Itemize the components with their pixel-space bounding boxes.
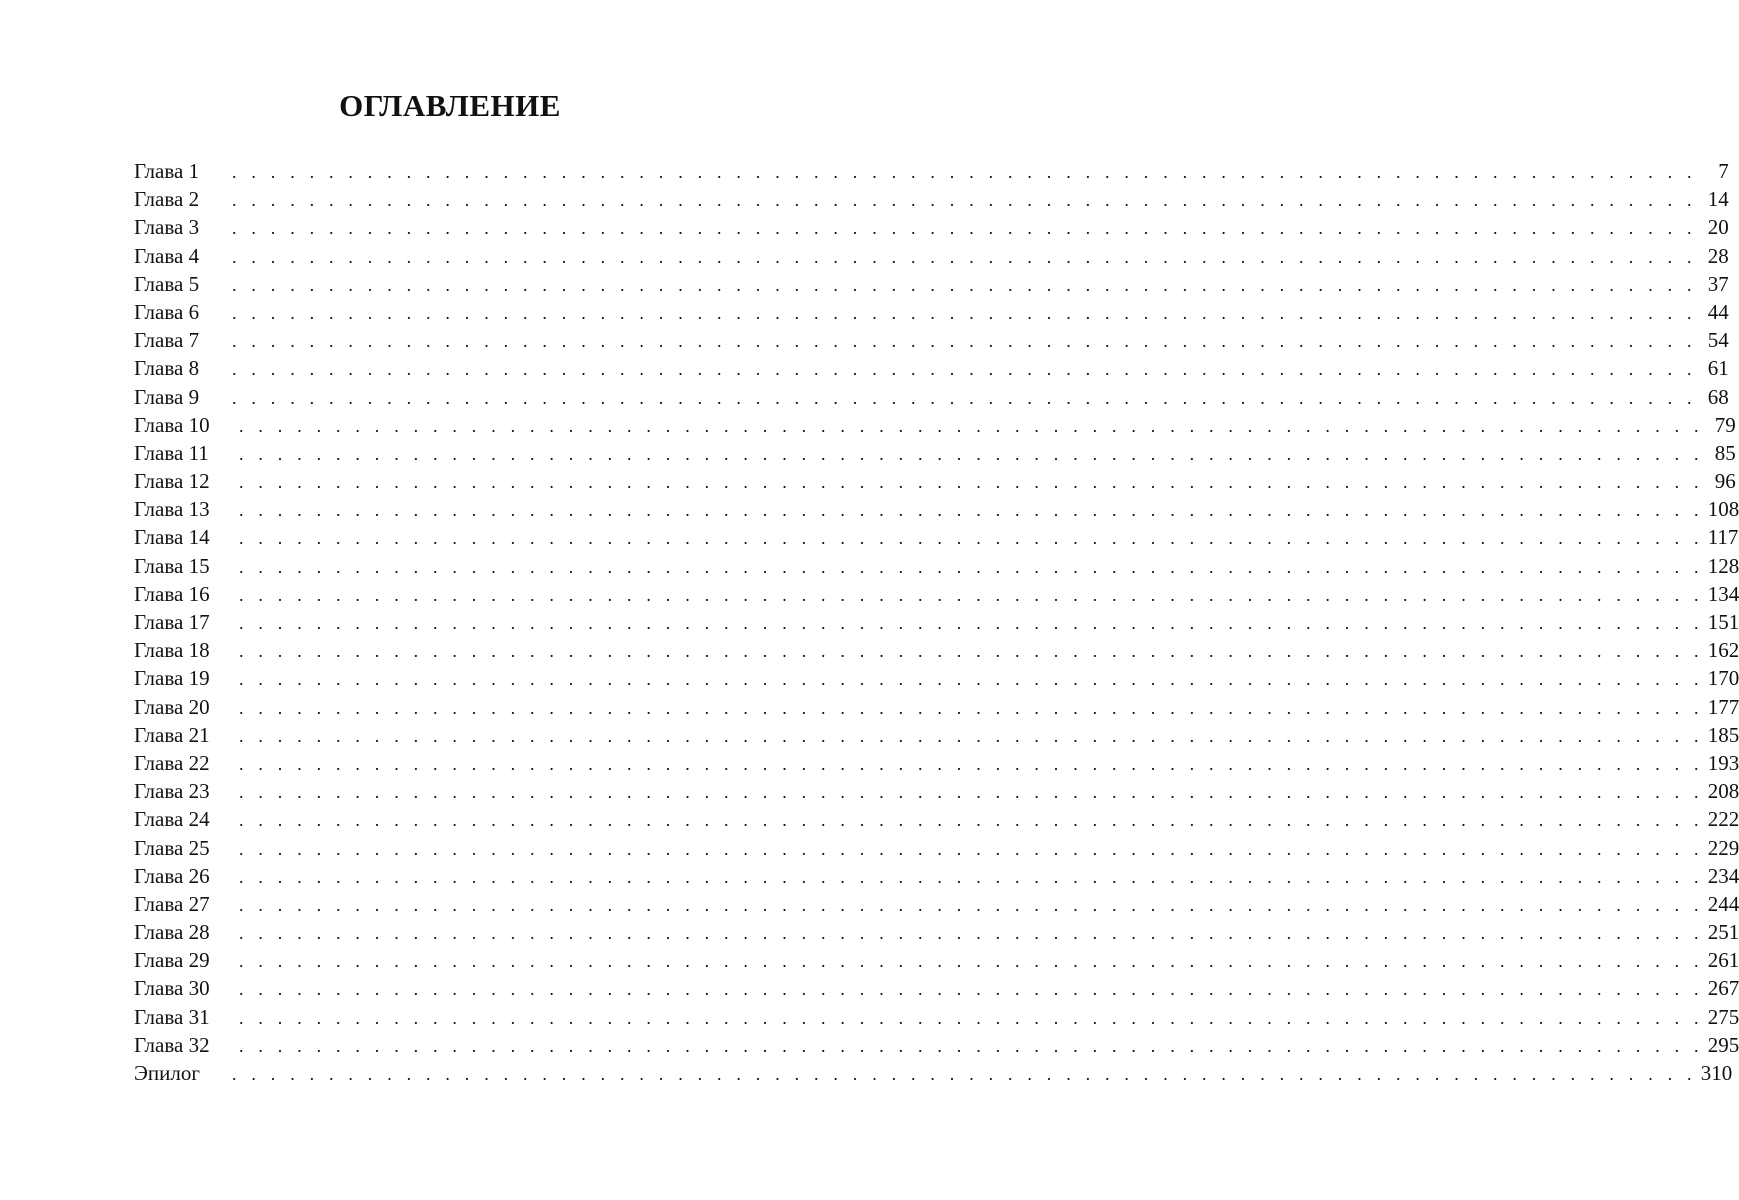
toc-entry	[134, 298, 1729, 326]
toc-entry-page-number: 44	[1707, 299, 1729, 324]
toc-entry-page-number: 20	[1707, 215, 1729, 240]
toc-entry-label: Глава 8	[134, 356, 200, 381]
toc-entry-page-number: 79	[1714, 412, 1736, 437]
toc-entry	[134, 552, 1739, 580]
toc-entry	[134, 693, 1739, 721]
toc-entry-page-number: 275	[1707, 1004, 1739, 1029]
dot-leader: . . . . . . . . . . . . . . . . . . . . . . . . . . . . . . . . . . . . . . . . . . . . . . . . . . . . . . . . . . . . . . . . . . . . . . . . . . . .	[232, 359, 1697, 380]
toc-entry-label: Глава 18	[134, 638, 210, 663]
toc-entry-label: Эпилог	[134, 1061, 200, 1085]
toc-entry	[134, 270, 1729, 298]
toc-entry-label: Глава 7	[134, 328, 200, 353]
toc-entry-label: Глава 16	[134, 581, 210, 606]
dot-leader: . . . . . . . . . . . . . . . . . . . . . . . . . . . . . . . . . . . . . . . . . . . . . . . . . . . . . . . . . . . . . . . . . . . . . . . . . . . .	[239, 415, 1704, 436]
toc-entry-page-number: 177	[1707, 694, 1739, 719]
toc-entry-label: Глава 23	[134, 779, 210, 804]
toc-entry-page-number: 134	[1707, 581, 1739, 606]
dot-leader: . . . . . . . . . . . . . . . . . . . . . . . . . . . . . . . . . . . . . . . . . . . . . . . . . . . . . . . . . . . . . . . . . . . . . . . . . . . .	[239, 866, 1704, 887]
toc-entry	[134, 636, 1739, 664]
dot-leader: . . . . . . . . . . . . . . . . . . . . . . . . . . . . . . . . . . . . . . . . . . . . . . . . . . . . . . . . . . . . . . . . . . . . . . . . . . . .	[239, 443, 1704, 464]
toc-entry-label: Глава 21	[134, 722, 210, 747]
toc-entry	[134, 890, 1739, 918]
toc-entry-label: Глава 19	[134, 666, 210, 691]
toc-entry-page-number: 185	[1707, 722, 1739, 747]
toc-entry-label: Глава 12	[134, 469, 210, 494]
toc-entry-page-number: 151	[1707, 610, 1739, 634]
toc-entry-page-number: 295	[1707, 1032, 1739, 1057]
dot-leader: . . . . . . . . . . . . . . . . . . . . . . . . . . . . . . . . . . . . . . . . . . . . . . . . . . . . . . . . . . . . . . . . . . . . . . . . . . . .	[232, 190, 1697, 211]
toc-entry	[134, 411, 1736, 439]
toc-entry-page-number: 128	[1707, 553, 1739, 578]
toc-entry	[134, 467, 1736, 495]
toc-entry-page-number: 310	[1700, 1061, 1733, 1085]
toc-entry-label: Глава 22	[134, 750, 210, 775]
toc-entry	[134, 439, 1736, 467]
toc-entry	[134, 608, 1739, 636]
dot-leader: . . . . . . . . . . . . . . . . . . . . . . . . . . . . . . . . . . . . . . . . . . . . . . . . . . . . . . . . . . . . . . . . . . . . . . . . . . . .	[232, 1064, 1697, 1084]
dot-leader: . . . . . . . . . . . . . . . . . . . . . . . . . . . . . . . . . . . . . . . . . . . . . . . . . . . . . . . . . . . . . . . . . . . . . . . . . . . .	[239, 669, 1704, 690]
toc-entry-page-number: 68	[1707, 384, 1729, 409]
toc-entry-page-number: 208	[1707, 779, 1739, 804]
toc-entry-label: Глава 14	[134, 525, 210, 550]
toc-entry-page-number: 170	[1707, 666, 1739, 691]
toc-entry	[134, 242, 1729, 270]
toc-entry	[134, 862, 1739, 890]
toc-entry-page-number: 162	[1707, 638, 1739, 663]
dot-leader: . . . . . . . . . . . . . . . . . . . . . . . . . . . . . . . . . . . . . . . . . . . . . . . . . . . . . . . . . . . . . . . . . . . . . . . . . . . .	[239, 979, 1704, 1000]
toc-entry-label: Глава 15	[134, 553, 210, 578]
toc-entry	[134, 946, 1739, 974]
toc-entry	[134, 974, 1739, 1002]
dot-leader: . . . . . . . . . . . . . . . . . . . . . . . . . . . . . . . . . . . . . . . . . . . . . . . . . . . . . . . . . . . . . . . . . . . . . . . . . . . .	[239, 838, 1704, 859]
toc-entry-page-number: 229	[1707, 835, 1739, 860]
dot-leader: . . . . . . . . . . . . . . . . . . . . . . . . . . . . . . . . . . . . . . . . . . . . . . . . . . . . . . . . . . . . . . . . . . . . . . . . . . . .	[239, 1007, 1704, 1028]
dot-leader: . . . . . . . . . . . . . . . . . . . . . . . . . . . . . . . . . . . . . . . . . . . . . . . . . . . . . . . . . . . . . . . . . . . . . . . . . . . .	[232, 162, 1697, 182]
dot-leader: . . . . . . . . . . . . . . . . . . . . . . . . . . . . . . . . . . . . . . . . . . . . . . . . . . . . . . . . . . . . . . . . . . . . . . . . . . . .	[232, 218, 1697, 239]
toc-entry-label: Глава 26	[134, 863, 210, 888]
toc-entry	[134, 918, 1739, 946]
toc-entry-page-number: 108	[1707, 497, 1739, 522]
dot-leader: . . . . . . . . . . . . . . . . . . . . . . . . . . . . . . . . . . . . . . . . . . . . . . . . . . . . . . . . . . . . . . . . . . . . . . . . . . . .	[239, 1035, 1704, 1056]
toc-entry-page-number: 37	[1707, 271, 1729, 296]
toc-entry-label: Глава 25	[134, 835, 210, 860]
toc-entry	[134, 777, 1739, 805]
toc-entry-label: Глава 1	[134, 159, 200, 183]
toc-entry-page-number: 28	[1707, 243, 1729, 268]
toc-entry-label: Глава 17	[134, 610, 210, 634]
toc-entry-label: Глава 20	[134, 694, 210, 719]
toc-entry	[134, 354, 1729, 382]
toc-entry-label: Глава 32	[134, 1032, 210, 1057]
toc-entry-label: Глава 6	[134, 299, 200, 324]
toc-entry-page-number: 261	[1707, 948, 1739, 973]
dot-leader: . . . . . . . . . . . . . . . . . . . . . . . . . . . . . . . . . . . . . . . . . . . . . . . . . . . . . . . . . . . . . . . . . . . . . . . . . . . .	[232, 302, 1697, 323]
dot-leader: . . . . . . . . . . . . . . . . . . . . . . . . . . . . . . . . . . . . . . . . . . . . . . . . . . . . . . . . . . . . . . . . . . . . . . . . . . . .	[232, 387, 1697, 408]
dot-leader: . . . . . . . . . . . . . . . . . . . . . . . . . . . . . . . . . . . . . . . . . . . . . . . . . . . . . . . . . . . . . . . . . . . . . . . . . . . .	[239, 584, 1704, 605]
toc-entry-label: Глава 9	[134, 384, 200, 409]
dot-leader: . . . . . . . . . . . . . . . . . . . . . . . . . . . . . . . . . . . . . . . . . . . . . . . . . . . . . . . . . . . . . . . . . . . . . . . . . . . .	[232, 246, 1697, 267]
toc-entry-page-number: 193	[1707, 750, 1739, 775]
toc-entry-label: Глава 27	[134, 891, 210, 916]
toc-entry	[134, 185, 1729, 213]
toc-entry	[134, 383, 1729, 411]
toc-entry-label: Глава 24	[134, 807, 210, 832]
dot-leader: . . . . . . . . . . . . . . . . . . . . . . . . . . . . . . . . . . . . . . . . . . . . . . . . . . . . . . . . . . . . . . . . . . . . . . . . . . . .	[239, 641, 1704, 662]
page-title: ОГЛАВЛЕНИЕ	[339, 88, 561, 123]
toc-entry-page-number: 96	[1714, 469, 1736, 494]
dot-leader: . . . . . . . . . . . . . . . . . . . . . . . . . . . . . . . . . . . . . . . . . . . . . . . . . . . . . . . . . . . . . . . . . . . . . . . . . . . .	[239, 556, 1704, 577]
dot-leader: . . . . . . . . . . . . . . . . . . . . . . . . . . . . . . . . . . . . . . . . . . . . . . . . . . . . . . . . . . . . . . . . . . . . . . . . . . . .	[239, 951, 1704, 972]
toc-entry	[134, 213, 1729, 241]
dot-leader: . . . . . . . . . . . . . . . . . . . . . . . . . . . . . . . . . . . . . . . . . . . . . . . . . . . . . . . . . . . . . . . . . . . . . . . . . . . .	[239, 894, 1704, 915]
toc-entry	[134, 1003, 1739, 1031]
toc-entry-label: Глава 13	[134, 497, 210, 522]
toc-entry-page-number: 61	[1707, 356, 1729, 381]
toc-entry-page-number: 267	[1707, 976, 1739, 1001]
dot-leader: . . . . . . . . . . . . . . . . . . . . . . . . . . . . . . . . . . . . . . . . . . . . . . . . . . . . . . . . . . . . . . . . . . . . . . . . . . . .	[239, 923, 1704, 944]
table-of-contents	[134, 157, 1739, 1087]
toc-entry-label: Глава 5	[134, 271, 200, 296]
dot-leader: . . . . . . . . . . . . . . . . . . . . . . . . . . . . . . . . . . . . . . . . . . . . . . . . . . . . . . . . . . . . . . . . . . . . . . . . . . . .	[239, 528, 1704, 549]
dot-leader: . . . . . . . . . . . . . . . . . . . . . . . . . . . . . . . . . . . . . . . . . . . . . . . . . . . . . . . . . . . . . . . . . . . . . . . . . . . .	[239, 725, 1704, 746]
toc-entry	[134, 157, 1729, 185]
toc-entry-page-number: 54	[1707, 328, 1729, 353]
toc-entry-page-number: 251	[1707, 920, 1739, 945]
toc-entry-label: Глава 11	[134, 440, 209, 465]
toc-entry-page-number: 7	[1718, 159, 1729, 183]
toc-entry-label: Глава 3	[134, 215, 200, 240]
dot-leader: . . . . . . . . . . . . . . . . . . . . . . . . . . . . . . . . . . . . . . . . . . . . . . . . . . . . . . . . . . . . . . . . . . . . . . . . . . . .	[239, 753, 1704, 774]
dot-leader: . . . . . . . . . . . . . . . . . . . . . . . . . . . . . . . . . . . . . . . . . . . . . . . . . . . . . . . . . . . . . . . . . . . . . . . . . . . .	[239, 613, 1704, 633]
toc-entry-label: Глава 30	[134, 976, 210, 1001]
toc-entry-label: Глава 2	[134, 187, 200, 212]
toc-entry-label: Глава 29	[134, 948, 210, 973]
dot-leader: . . . . . . . . . . . . . . . . . . . . . . . . . . . . . . . . . . . . . . . . . . . . . . . . . . . . . . . . . . . . . . . . . . . . . . . . . . . .	[232, 331, 1697, 352]
toc-entry	[134, 326, 1729, 354]
dot-leader: . . . . . . . . . . . . . . . . . . . . . . . . . . . . . . . . . . . . . . . . . . . . . . . . . . . . . . . . . . . . . . . . . . . . . . . . . . . .	[239, 782, 1704, 803]
toc-entry	[134, 523, 1739, 551]
toc-entry-page-number: 244	[1707, 891, 1739, 916]
dot-leader: . . . . . . . . . . . . . . . . . . . . . . . . . . . . . . . . . . . . . . . . . . . . . . . . . . . . . . . . . . . . . . . . . . . . . . . . . . . .	[232, 274, 1697, 295]
toc-entry	[134, 1031, 1739, 1059]
toc-entry-label: Глава 10	[134, 412, 210, 437]
toc-entry	[134, 495, 1739, 523]
toc-entry-page-number: 14	[1707, 187, 1729, 212]
toc-entry	[134, 580, 1739, 608]
dot-leader: . . . . . . . . . . . . . . . . . . . . . . . . . . . . . . . . . . . . . . . . . . . . . . . . . . . . . . . . . . . . . . . . . . . . . . . . . . . .	[239, 500, 1704, 521]
toc-entry	[134, 721, 1739, 749]
toc-entry-page-number: 117	[1707, 525, 1739, 550]
toc-entry-label: Глава 31	[134, 1004, 210, 1029]
toc-entry	[134, 749, 1739, 777]
toc-entry-page-number: 234	[1707, 863, 1739, 888]
dot-leader: . . . . . . . . . . . . . . . . . . . . . . . . . . . . . . . . . . . . . . . . . . . . . . . . . . . . . . . . . . . . . . . . . . . . . . . . . . . .	[239, 810, 1704, 831]
toc-entry	[134, 834, 1739, 862]
toc-entry	[134, 664, 1739, 692]
toc-entry-page-number: 222	[1707, 807, 1739, 832]
dot-leader: . . . . . . . . . . . . . . . . . . . . . . . . . . . . . . . . . . . . . . . . . . . . . . . . . . . . . . . . . . . . . . . . . . . . . . . . . . . .	[239, 697, 1704, 718]
toc-entry-page-number: 85	[1714, 440, 1736, 465]
dot-leader: . . . . . . . . . . . . . . . . . . . . . . . . . . . . . . . . . . . . . . . . . . . . . . . . . . . . . . . . . . . . . . . . . . . . . . . . . . . .	[239, 472, 1704, 493]
toc-entry-label: Глава 28	[134, 920, 210, 945]
toc-entry	[134, 1059, 1733, 1087]
toc-entry-label: Глава 4	[134, 243, 200, 268]
toc-entry	[134, 805, 1739, 833]
